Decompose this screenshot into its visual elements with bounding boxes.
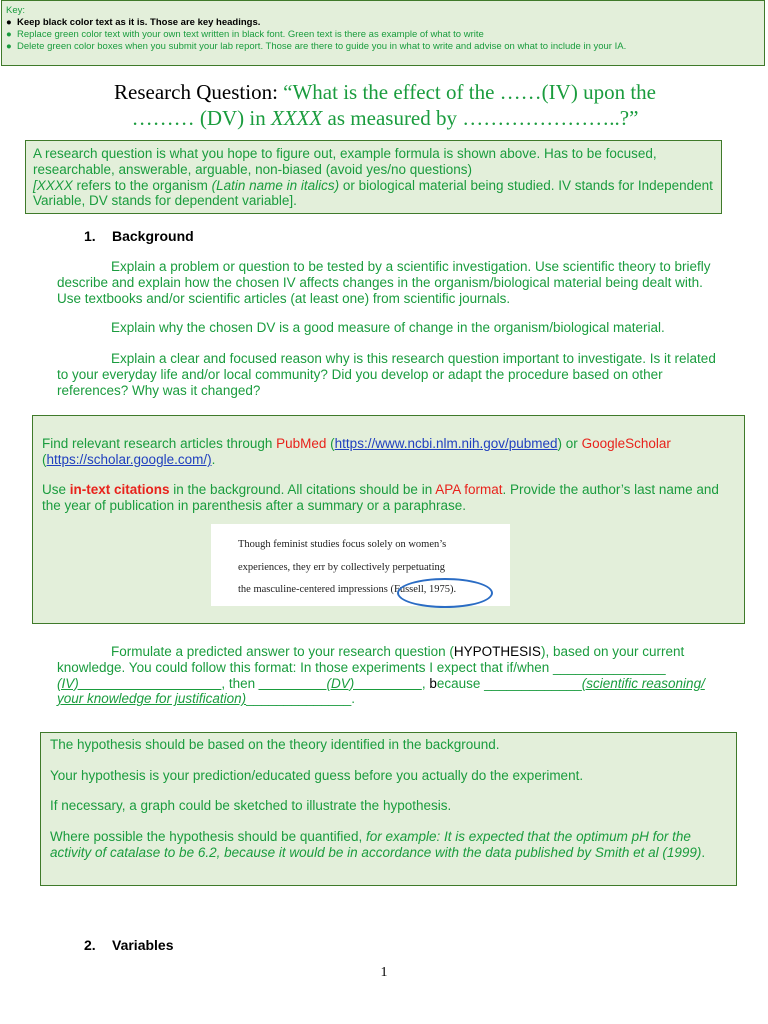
hyp-guidance-1: The hypothesis should be based on the theory identified in the background. — [50, 737, 500, 752]
in-text-citations-label: in-text citations — [69, 482, 170, 497]
citation-example-line: experiences, they err by collectively perpetuating — [238, 562, 445, 573]
heading-text: Background — [112, 228, 194, 244]
bullet-icon: ● — [6, 17, 12, 28]
research-question-title — [40, 79, 730, 131]
hypothesis-keyword: HYPOTHESIS — [453, 644, 541, 659]
iv-blank: (IV)___________________ — [57, 675, 222, 691]
justification-blank: (scientific reasoning/ your knowledge for justification) — [57, 675, 705, 707]
heading-number: 2. — [84, 937, 96, 953]
citation-example-line: the masculine-centered impressions (Fussell, 1975). — [238, 584, 457, 595]
hyp-guidance-3: If necessary, a graph could be sketched to illustrate the hypothesis. — [50, 798, 452, 813]
background-heading — [84, 228, 194, 244]
dv-blank: _________(DV)_________ — [258, 675, 422, 691]
bullet-icon: ● — [6, 29, 12, 40]
rq-guidance-definitions: [XXXX refers to the organism (Latin name in italics) or biological material being studied. IV stands for Independent Variable, DV stands for dependent variable]. — [33, 177, 713, 209]
background-paragraph-2: Explain why the chosen DV is a good measure of change in the organism/biological material. — [111, 320, 665, 335]
background-paragraph-1: Explain a problem or question to be tested by a scientific investigation. Use scientific theory to briefly describe and explain how the chosen IV affects changes in the organism/biological material being dealt with. Use textbooks and/or scientific articles (at least one) from scientific journals. — [57, 259, 711, 306]
background-paragraph-3: Explain a clear and focused reason why is this research question important to investigate. Is it related to your everyday life and/or local community? Did you develop or adapt the procedure based on other references? Why was it changed? — [57, 351, 716, 398]
key-item-headings — [6, 17, 760, 29]
pubmed-label: PubMed — [276, 436, 327, 451]
googlescholar-label: GoogleScholar — [581, 436, 671, 451]
key-label: Key: — [6, 5, 26, 16]
research-sources-text: Find relevant research articles through PubMed (https://www.ncbi.nlm.nih.gov/pubmed) or GoogleScholar (https://scholar.google.com/). — [42, 436, 671, 467]
citation-example-image — [211, 524, 510, 606]
key-item-text: Keep black color text as it is. Those are key headings. — [17, 17, 261, 28]
key-item-text: Replace green color text with your own text written in black font. Green text is there as example of what to write — [17, 29, 484, 40]
key-item-replace — [6, 29, 760, 41]
key-item-delete — [6, 41, 760, 53]
variables-heading — [84, 937, 174, 953]
hypothesis-guidance-box — [40, 732, 737, 886]
research-articles-box — [32, 415, 745, 624]
title-label: Research Question: — [114, 80, 284, 104]
heading-text: Variables — [112, 937, 174, 953]
title-question-line2: ……… (DV) in XXXX as measured by …………………..?” — [131, 106, 639, 130]
hypothesis-paragraph: Formulate a predicted answer to your research question (HYPOTHESIS), based on your current knowledge. You could follow this format: In those experiments I expect that if/when _______________ (IV)___________________, then _________(DV)_________, because _____________(scientific reasoning/ your knowledge for justification)______________. — [57, 644, 705, 707]
citation-highlight-oval — [397, 578, 493, 608]
rq-guidance-text: A research question is what you hope to figure out, example formula is shown above. Has to be focused, researchable, answerable, arguable, non-biased (avoid yes/no questions) — [33, 146, 657, 177]
title-question-line1: “What is the effect of the ……(IV) upon the — [283, 80, 656, 104]
hyp-guidance-4: Where possible the hypothesis should be quantified, for example: It is expected that the optimum pH for the activity of catalase to be 6.2, because it would be in accordance with the data published by Smith et al (1999). — [50, 828, 706, 860]
research-question-guidance-box — [25, 140, 722, 214]
hyp-guidance-2: Your hypothesis is your prediction/educated guess before you actually do the experiment. — [50, 767, 584, 783]
apa-format-label: APA format — [435, 482, 503, 497]
page-number: 1 — [380, 965, 388, 980]
heading-number: 1. — [84, 228, 96, 244]
googlescholar-link[interactable]: https://scholar.google.com/) — [46, 452, 212, 467]
citation-instructions: Use in-text citations in the background. All citations should be in APA format. Provide the author’s last name and the year of publication in parenthesis after a summary or a paraphrase. — [42, 482, 719, 513]
bullet-icon: ● — [6, 41, 12, 52]
citation-example-line: Though feminist studies focus solely on women’s — [238, 539, 447, 550]
key-item-text: Delete green color boxes when you submit your lab report. Those are there to guide you in what to write and advise on what to include in your IA. — [17, 41, 627, 52]
key-box — [1, 0, 765, 66]
pubmed-link[interactable]: https://www.ncbi.nlm.nih.gov/pubmed — [334, 436, 558, 451]
title-organism: XXXX — [270, 106, 323, 130]
